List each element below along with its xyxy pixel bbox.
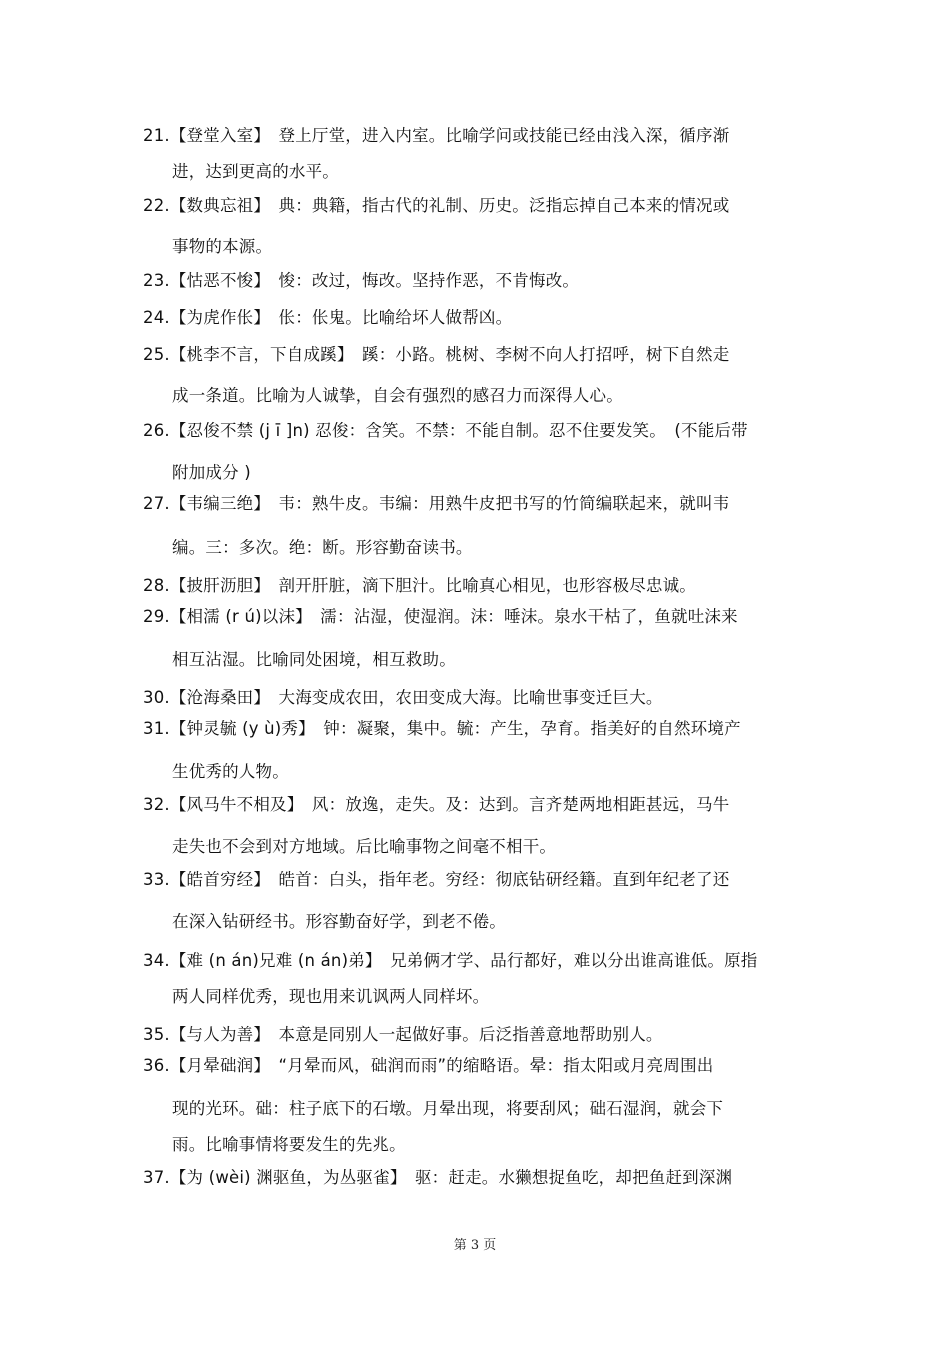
- entry-33-line-2: 在深入钻研经书。形容勤奋好学，到老不倦。: [172, 912, 506, 931]
- entry-21-line-1: 21.【登堂入室】 登上厅堂，进入内室。比喻学问或技能已经由浅入深，循序渐: [143, 126, 730, 145]
- entry-27-line-1: 27.【韦编三绝】 韦：熟牛皮。韦编：用熟牛皮把书写的竹简编联起来，就叫韦: [143, 494, 730, 513]
- entry-34-line-2: 两人同样优秀，现也用来讥讽两人同样坏。: [172, 987, 490, 1006]
- entry-24-line-1: 24.【为虎作伥】 伥：伥鬼。比喻给坏人做帮凶。: [143, 308, 513, 327]
- entry-29-line-2: 相互沾湿。比喻同处困境，相互救助。: [172, 650, 456, 669]
- entry-32-line-2: 走失也不会到对方地域。后比喻事物之间毫不相干。: [172, 837, 557, 856]
- entry-27-line-2: 编。三：多次。绝：断。形容勤奋读书。: [172, 538, 473, 557]
- entry-25-line-1: 25.【桃李不言，下自成蹊】 蹊：小路。桃树、李树不向人打招呼，树下自然走: [143, 345, 730, 364]
- entry-31-line-1: 31.【钟灵毓 (y ù)秀】 钟：凝聚，集中。毓：产生，孕育。指美好的自然环境产: [143, 719, 741, 738]
- entry-34-line-1: 34.【难 (n án)兄难 (n án)弟】 兄弟俩才学、品行都好，难以分出谁高谁低。原指: [143, 951, 758, 970]
- entry-31-line-2: 生优秀的人物。: [172, 762, 289, 781]
- entry-36-line-2: 现的光环。础：柱子底下的石墩。月晕出现，将要刮风；础石湿润，就会下: [172, 1099, 724, 1118]
- entry-21-line-2: 进，达到更高的水平。: [172, 162, 339, 181]
- entry-22-line-2: 事物的本源。: [172, 237, 273, 256]
- entry-26-line-2: 附加成分 ): [172, 463, 251, 482]
- entry-33-line-1: 33.【皓首穷经】 皓首：白头，指年老。穷经：彻底钻研经籍。直到年纪老了还: [143, 870, 730, 889]
- entry-36-line-1: 36.【月晕础润】 “月晕而风，础润而雨”的缩略语。晕：指太阳或月亮周围出: [143, 1056, 714, 1075]
- entry-30-line-1: 30.【沧海桑田】 大海变成农田，农田变成大海。比喻世事变迁巨大。: [143, 688, 663, 707]
- entry-37-line-1: 37.【为 (wèi) 渊驱鱼，为丛驱雀】 驱：赶走。水獭想捉鱼吃，却把鱼赶到深渊: [143, 1168, 733, 1187]
- entry-35-line-1: 35.【与人为善】 本意是同别人一起做好事。后泛指善意地帮助别人。: [143, 1025, 663, 1044]
- entry-23-line-1: 23.【怙恶不悛】 悛：改过，悔改。坚持作恶，不肯悔改。: [143, 271, 580, 290]
- entry-29-line-1: 29.【相濡 (r ú)以沫】 濡：沾湿，使湿润。沫：唾沫。泉水干枯了，鱼就吐沫来: [143, 607, 738, 626]
- entry-26-line-1: 26.【忍俊不禁 (j ī ]n) 忍俊：含笑。不禁：不能自制。忍不住要发笑。 (不能后带: [143, 421, 748, 440]
- entry-28-line-1: 28.【披肝沥胆】 剖开肝脏，滴下胆汁。比喻真心相见，也形容极尽忠诚。: [143, 576, 696, 595]
- page-number: 第 3 页: [453, 1238, 497, 1253]
- entry-22-line-1: 22.【数典忘祖】 典：典籍，指古代的礼制、历史。泛指忘掉自己本来的情况或: [143, 196, 730, 215]
- entry-36-line-3: 雨。比喻事情将要发生的先兆。: [172, 1135, 406, 1154]
- entry-25-line-2: 成一条道。比喻为人诚挚，自会有强烈的感召力而深得人心。: [172, 386, 623, 405]
- entry-32-line-1: 32.【风马牛不相及】 风：放逸，走失。及：达到。言齐楚两地相距甚远，马牛: [143, 795, 730, 814]
